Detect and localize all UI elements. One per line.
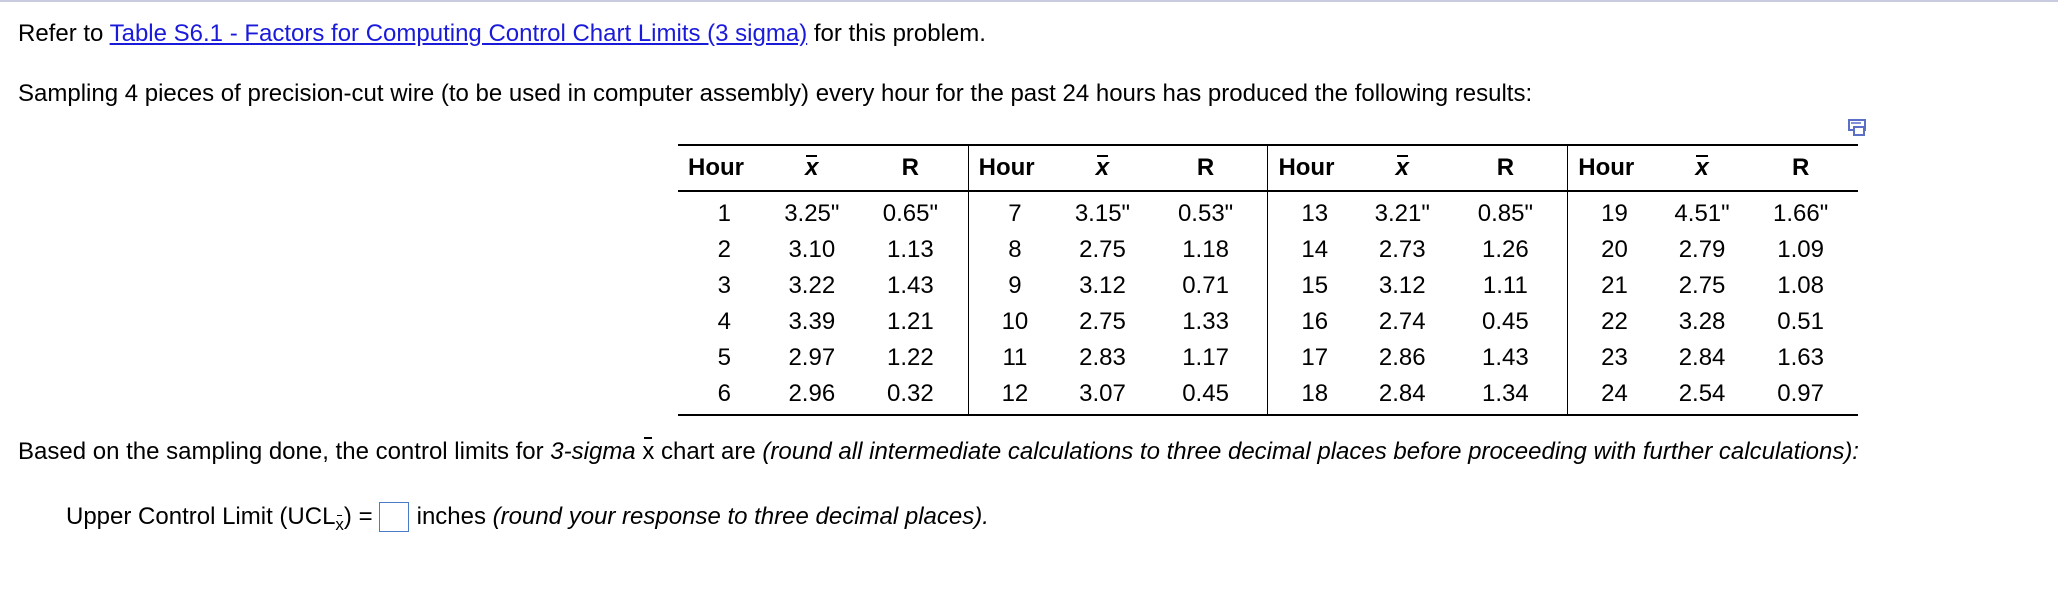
range-cell: 1.17 <box>1182 344 1229 371</box>
range-cell: 0.32 <box>886 380 934 407</box>
x-bar-cell: 2.75 <box>1079 236 1126 263</box>
x-bar-label: x <box>1695 154 1709 181</box>
header-hour: Hour <box>1568 145 1661 191</box>
range-cell: 1.09 <box>1777 236 1824 263</box>
hour-cell: 14 <box>1268 232 1361 268</box>
table-row <box>678 268 1858 304</box>
range-cell: 0.51 <box>1777 308 1824 335</box>
header-x-bar <box>1061 145 1144 191</box>
range-cell: 1.66" <box>1773 200 1829 227</box>
hour-cell: 16 <box>1268 304 1361 340</box>
x-bar-cell: 3.07 <box>1079 380 1126 407</box>
table-header-row <box>678 145 1858 191</box>
x-bar-cell: 2.54 <box>1678 380 1726 407</box>
header-hour: Hour <box>968 145 1061 191</box>
header-range: R <box>1144 145 1268 191</box>
x-bar-cell: 3.15" <box>1074 200 1131 227</box>
hour-cell: 15 <box>1268 268 1361 304</box>
range-cell: 1.22 <box>886 344 934 371</box>
header-range: R <box>1444 145 1568 191</box>
hour-cell: 10 <box>968 304 1061 340</box>
header-hour: Hour <box>1268 145 1361 191</box>
x-bar-label: x <box>1095 154 1110 181</box>
hour-cell: 5 <box>717 344 731 371</box>
hour-cell: 18 <box>1268 376 1361 415</box>
question-line <box>18 438 1859 466</box>
question-prefix: Based on the sampling done, the control limits for <box>18 438 544 465</box>
header-x-bar <box>1361 145 1444 191</box>
header-range: R <box>1743 145 1858 191</box>
rounding-instruction: (round all intermediate calculations to three decimal places before proceeding with further calculations): <box>762 438 1859 465</box>
ucl-answer-input[interactable] <box>379 502 409 532</box>
x-bar-cell: 2.83 <box>1079 344 1126 371</box>
x-bar-cell: 2.96 <box>788 380 836 407</box>
x-bar-label: x <box>805 154 819 181</box>
range-cell: 1.08 <box>1777 272 1824 299</box>
table-row <box>678 376 1858 415</box>
intro-line <box>18 20 986 48</box>
copy-table-icon[interactable] <box>1846 118 1870 140</box>
x-bar-cell: 3.25" <box>784 200 840 227</box>
header-range: R <box>853 145 968 191</box>
hour-cell: 4 <box>717 308 731 335</box>
x-bar-cell: 2.75 <box>1079 308 1126 335</box>
header-x-bar <box>1661 145 1744 191</box>
hour-cell: 11 <box>968 340 1061 376</box>
sampling-description: Sampling 4 pieces of precision-cut wire (to be used in computer assembly) every hour for the past 24 hours has produced the following results: <box>18 80 1533 107</box>
hour-cell: 23 <box>1568 340 1661 376</box>
range-cell: 1.26 <box>1482 236 1529 263</box>
ucl-label: Upper Control Limit (UCL <box>66 503 336 530</box>
x-bar-symbol: x <box>642 438 655 465</box>
ucl-subscript <box>335 515 344 535</box>
range-cell: 1.43 <box>1482 344 1529 371</box>
range-cell: 0.53" <box>1177 200 1234 227</box>
range-cell: 0.45 <box>1482 308 1529 335</box>
hour-cell: 21 <box>1568 268 1661 304</box>
hour-cell: 8 <box>968 232 1061 268</box>
x-bar-cell: 3.28 <box>1678 308 1726 335</box>
x-bar-cell: 2.75 <box>1678 272 1726 299</box>
x-bar-cell: 2.73 <box>1378 236 1426 263</box>
header-x-bar <box>771 145 854 191</box>
x-bar-cell: 3.39 <box>788 308 836 335</box>
table-row <box>678 340 1858 376</box>
x-bar-cell: 4.51" <box>1674 200 1730 227</box>
sigma-term: 3-sigma <box>550 438 636 465</box>
x-bar-label: x <box>1395 154 1409 181</box>
ucl-label-end: ) = <box>343 503 373 530</box>
hour-cell: 3 <box>717 272 731 299</box>
x-bar-cell: 2.97 <box>788 344 836 371</box>
table-body <box>678 191 1858 415</box>
hour-cell: 6 <box>717 380 731 407</box>
hour-cell: 1 <box>717 200 731 227</box>
range-cell: 0.97 <box>1777 380 1824 407</box>
ucl-subscript-x: x <box>335 515 344 534</box>
x-bar-cell: 2.79 <box>1678 236 1726 263</box>
top-divider <box>0 0 2058 2</box>
hour-cell: 7 <box>968 191 1061 232</box>
table-row <box>678 191 1858 232</box>
x-bar-cell: 2.84 <box>1678 344 1726 371</box>
range-cell: 0.65" <box>882 200 938 227</box>
hour-cell: 17 <box>1268 340 1361 376</box>
x-bar-cell: 2.84 <box>1378 380 1426 407</box>
range-cell: 0.45 <box>1182 380 1229 407</box>
range-cell: 1.33 <box>1182 308 1229 335</box>
range-cell: 1.34 <box>1482 380 1529 407</box>
x-bar-cell: 3.22 <box>788 272 836 299</box>
intro-prefix: Refer to <box>18 20 104 47</box>
hour-cell: 9 <box>968 268 1061 304</box>
ucl-row <box>66 502 989 532</box>
hour-cell: 19 <box>1568 191 1661 232</box>
range-cell: 1.11 <box>1482 272 1528 299</box>
table-row <box>678 304 1858 340</box>
ucl-instruction: (round your response to three decimal places). <box>492 503 989 530</box>
x-bar-cell: 3.12 <box>1079 272 1126 299</box>
range-cell: 1.21 <box>886 308 934 335</box>
range-cell: 0.71 <box>1182 272 1229 299</box>
table-row <box>678 232 1858 268</box>
x-bar-cell: 2.74 <box>1378 308 1426 335</box>
range-cell: 1.63 <box>1777 344 1824 371</box>
hour-cell: 20 <box>1568 232 1661 268</box>
header-hour: Hour <box>678 145 771 191</box>
x-bar-cell: 3.21" <box>1374 200 1430 227</box>
range-cell: 1.43 <box>886 272 934 299</box>
question-middle: chart are <box>661 438 756 465</box>
x-bar-cell: 3.10 <box>788 236 836 263</box>
range-cell: 1.13 <box>886 236 934 263</box>
x-bar-cell: 3.12 <box>1378 272 1426 299</box>
intro-suffix: for this problem. <box>813 20 986 47</box>
range-cell: 0.85" <box>1477 200 1533 227</box>
hour-cell: 24 <box>1568 376 1661 415</box>
table-reference-link[interactable]: Table S6.1 - Factors for Computing Control Chart Limits (3 sigma) <box>109 20 808 47</box>
hour-cell: 12 <box>968 376 1061 415</box>
range-cell: 1.18 <box>1182 236 1229 263</box>
x-bar-cell: 2.86 <box>1378 344 1426 371</box>
hour-cell: 2 <box>717 236 731 263</box>
ucl-unit: inches <box>416 503 486 530</box>
wire-sample-table <box>678 144 1858 416</box>
hour-cell: 22 <box>1568 304 1661 340</box>
hour-cell: 13 <box>1268 191 1361 232</box>
